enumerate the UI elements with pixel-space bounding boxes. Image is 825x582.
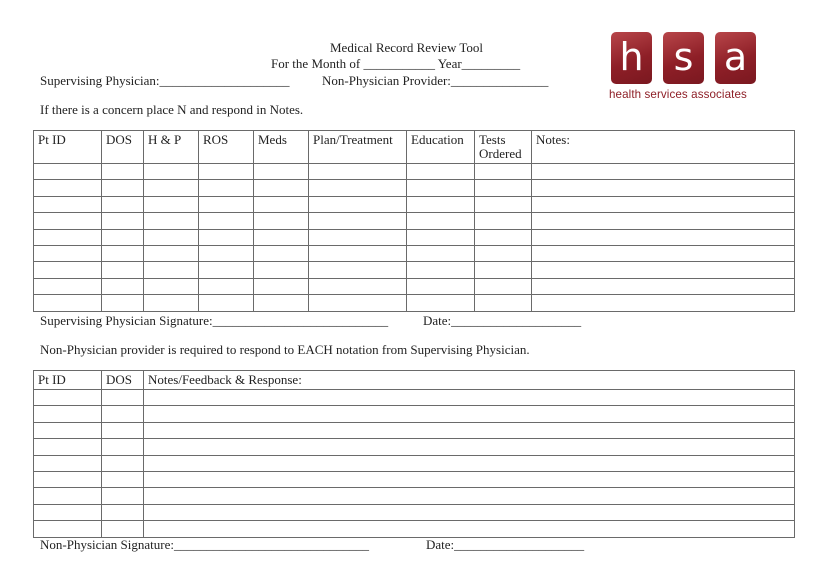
- non-physician-date-line: Date:____________________: [426, 537, 585, 552]
- table-cell[interactable]: [102, 439, 144, 455]
- table-cell[interactable]: [144, 390, 795, 406]
- table-cell[interactable]: [532, 180, 795, 196]
- notice-text: Non-Physician provider is required to respond to EACH notation from Supervising Physician.: [40, 342, 530, 357]
- table-cell[interactable]: [475, 164, 532, 180]
- table-cell[interactable]: [102, 390, 144, 406]
- table-cell[interactable]: [309, 213, 407, 229]
- table-cell[interactable]: [475, 196, 532, 212]
- table-row: [34, 455, 795, 471]
- table-cell[interactable]: [475, 213, 532, 229]
- instruction-text: If there is a concern place N and respond in Notes.: [40, 102, 304, 117]
- col-ros: ROS: [199, 131, 254, 164]
- table-cell[interactable]: [34, 488, 102, 504]
- table-cell[interactable]: [144, 295, 199, 311]
- table-cell[interactable]: [144, 278, 199, 294]
- table-cell[interactable]: [34, 213, 102, 229]
- table-cell[interactable]: [34, 295, 102, 311]
- review-table-body: [34, 164, 795, 312]
- table-cell[interactable]: [199, 164, 254, 180]
- table-cell[interactable]: [102, 295, 144, 311]
- table-cell[interactable]: [199, 180, 254, 196]
- table-cell[interactable]: [309, 229, 407, 245]
- table-cell[interactable]: [254, 164, 309, 180]
- table-cell[interactable]: [144, 488, 795, 504]
- table-cell[interactable]: [407, 196, 475, 212]
- table-cell[interactable]: [309, 278, 407, 294]
- table-cell[interactable]: [102, 471, 144, 487]
- non-physician-provider-field: Non-Physician Provider:_______________: [322, 73, 549, 88]
- table-cell[interactable]: [254, 213, 309, 229]
- table-cell[interactable]: [144, 439, 795, 455]
- table-cell[interactable]: [102, 196, 144, 212]
- table-cell[interactable]: [34, 180, 102, 196]
- table-cell[interactable]: [34, 504, 102, 520]
- table-cell[interactable]: [532, 262, 795, 278]
- table-cell[interactable]: [34, 262, 102, 278]
- table-row: [34, 439, 795, 455]
- table-cell[interactable]: [199, 213, 254, 229]
- table-cell[interactable]: [199, 262, 254, 278]
- table-cell[interactable]: [199, 295, 254, 311]
- table-row: [34, 521, 795, 537]
- table-row: [34, 245, 795, 261]
- table-cell[interactable]: [532, 229, 795, 245]
- table-cell[interactable]: [144, 229, 199, 245]
- table-cell[interactable]: [102, 229, 144, 245]
- table-cell[interactable]: [34, 521, 102, 537]
- table-cell[interactable]: [144, 406, 795, 422]
- table-cell[interactable]: [102, 245, 144, 261]
- table-cell[interactable]: [254, 229, 309, 245]
- table-cell[interactable]: [144, 471, 795, 487]
- table-row: [34, 262, 795, 278]
- table-cell[interactable]: [144, 213, 199, 229]
- hsa-logo: [609, 32, 759, 102]
- table-row: [34, 488, 795, 504]
- table-row: [34, 180, 795, 196]
- table-row: [34, 295, 795, 311]
- table-cell[interactable]: [34, 422, 102, 438]
- table-cell[interactable]: [475, 295, 532, 311]
- table-cell[interactable]: [102, 278, 144, 294]
- table-row: [34, 196, 795, 212]
- table-cell[interactable]: [144, 180, 199, 196]
- table-cell[interactable]: [144, 422, 795, 438]
- table-cell[interactable]: [532, 196, 795, 212]
- table-cell[interactable]: [532, 164, 795, 180]
- col-plan-treatment: Plan/Treatment: [309, 131, 407, 164]
- table-cell[interactable]: [407, 213, 475, 229]
- table-cell[interactable]: [199, 196, 254, 212]
- logo-letter-s: s: [663, 32, 704, 84]
- table-cell[interactable]: [34, 229, 102, 245]
- col-pt-id: Pt ID: [34, 131, 102, 164]
- col-h-and-p: H & P: [144, 131, 199, 164]
- table-cell[interactable]: [254, 278, 309, 294]
- table-cell[interactable]: [34, 390, 102, 406]
- table-cell[interactable]: [475, 278, 532, 294]
- table-row: [34, 406, 795, 422]
- response-table-header: [34, 371, 795, 390]
- table-row: [34, 390, 795, 406]
- table-cell[interactable]: [407, 278, 475, 294]
- table-cell[interactable]: [407, 245, 475, 261]
- table-cell[interactable]: [34, 406, 102, 422]
- table-cell[interactable]: [34, 196, 102, 212]
- table-cell[interactable]: [254, 262, 309, 278]
- table-cell[interactable]: [34, 455, 102, 471]
- col-dos: DOS: [102, 131, 144, 164]
- table-cell[interactable]: [102, 422, 144, 438]
- table-row: [34, 504, 795, 520]
- table-cell[interactable]: [475, 180, 532, 196]
- table-cell[interactable]: [309, 262, 407, 278]
- table-cell[interactable]: [34, 439, 102, 455]
- table-cell[interactable]: [254, 295, 309, 311]
- table-cell[interactable]: [102, 213, 144, 229]
- table-cell[interactable]: [34, 245, 102, 261]
- col-dos: DOS: [102, 371, 144, 390]
- response-table-body: [34, 390, 795, 538]
- table-cell[interactable]: [309, 164, 407, 180]
- table-cell[interactable]: [309, 295, 407, 311]
- table-row: [34, 229, 795, 245]
- table-row: [34, 164, 795, 180]
- table-cell[interactable]: [407, 262, 475, 278]
- table-cell[interactable]: [102, 406, 144, 422]
- table-cell[interactable]: [102, 455, 144, 471]
- table-cell[interactable]: [532, 245, 795, 261]
- logo-tagline: health services associates: [609, 88, 747, 101]
- month-year-line: For the Month of ___________ Year_________: [271, 56, 521, 71]
- table-cell[interactable]: [532, 295, 795, 311]
- table-cell[interactable]: [254, 180, 309, 196]
- table-cell[interactable]: [34, 164, 102, 180]
- table-row: [34, 471, 795, 487]
- table-cell[interactable]: [144, 196, 199, 212]
- table-cell[interactable]: [199, 278, 254, 294]
- table-cell[interactable]: [102, 164, 144, 180]
- table-cell[interactable]: [475, 245, 532, 261]
- supervising-signature-line: Supervising Physician Signature:___________________________: [40, 313, 389, 328]
- table-cell[interactable]: [199, 229, 254, 245]
- logo-letter-h: h: [611, 32, 652, 84]
- table-row: [34, 213, 795, 229]
- table-cell[interactable]: [254, 196, 309, 212]
- table-cell[interactable]: [34, 471, 102, 487]
- table-cell[interactable]: [102, 180, 144, 196]
- col-notes-feedback-response: Notes/Feedback & Response:: [144, 371, 795, 390]
- table-cell[interactable]: [102, 488, 144, 504]
- table-cell[interactable]: [144, 455, 795, 471]
- table-cell[interactable]: [144, 245, 199, 261]
- table-row: [34, 422, 795, 438]
- supervising-date-line: Date:____________________: [423, 313, 582, 328]
- table-cell[interactable]: [309, 245, 407, 261]
- table-cell[interactable]: [199, 245, 254, 261]
- table-cell[interactable]: [309, 196, 407, 212]
- col-pt-id: Pt ID: [34, 371, 102, 390]
- table-cell[interactable]: [34, 278, 102, 294]
- col-notes: Notes:: [532, 131, 795, 164]
- table-cell[interactable]: [144, 164, 199, 180]
- table-cell[interactable]: [144, 504, 795, 520]
- non-physician-signature-line: Non-Physician Signature:______________________________: [40, 537, 369, 552]
- table-cell[interactable]: [407, 295, 475, 311]
- table-cell[interactable]: [407, 164, 475, 180]
- table-cell[interactable]: [102, 262, 144, 278]
- col-tests-ordered: Tests Ordered: [475, 131, 532, 164]
- table-cell[interactable]: [144, 521, 795, 537]
- review-table-header: [34, 131, 795, 164]
- table-cell[interactable]: [102, 521, 144, 537]
- logo-letter-a: a: [715, 32, 756, 84]
- supervising-physician-field: Supervising Physician:____________________: [40, 73, 290, 88]
- table-cell[interactable]: [254, 245, 309, 261]
- table-cell[interactable]: [532, 278, 795, 294]
- table-cell[interactable]: [475, 229, 532, 245]
- table-cell[interactable]: [407, 180, 475, 196]
- table-cell[interactable]: [309, 180, 407, 196]
- table-cell[interactable]: [532, 213, 795, 229]
- table-cell[interactable]: [144, 262, 199, 278]
- review-table: [33, 130, 795, 312]
- col-education: Education: [407, 131, 475, 164]
- table-row: [34, 278, 795, 294]
- response-table: [33, 370, 795, 538]
- table-cell[interactable]: [407, 229, 475, 245]
- table-cell[interactable]: [102, 504, 144, 520]
- form-title: Medical Record Review Tool: [330, 40, 484, 55]
- col-meds: Meds: [254, 131, 309, 164]
- table-cell[interactable]: [475, 262, 532, 278]
